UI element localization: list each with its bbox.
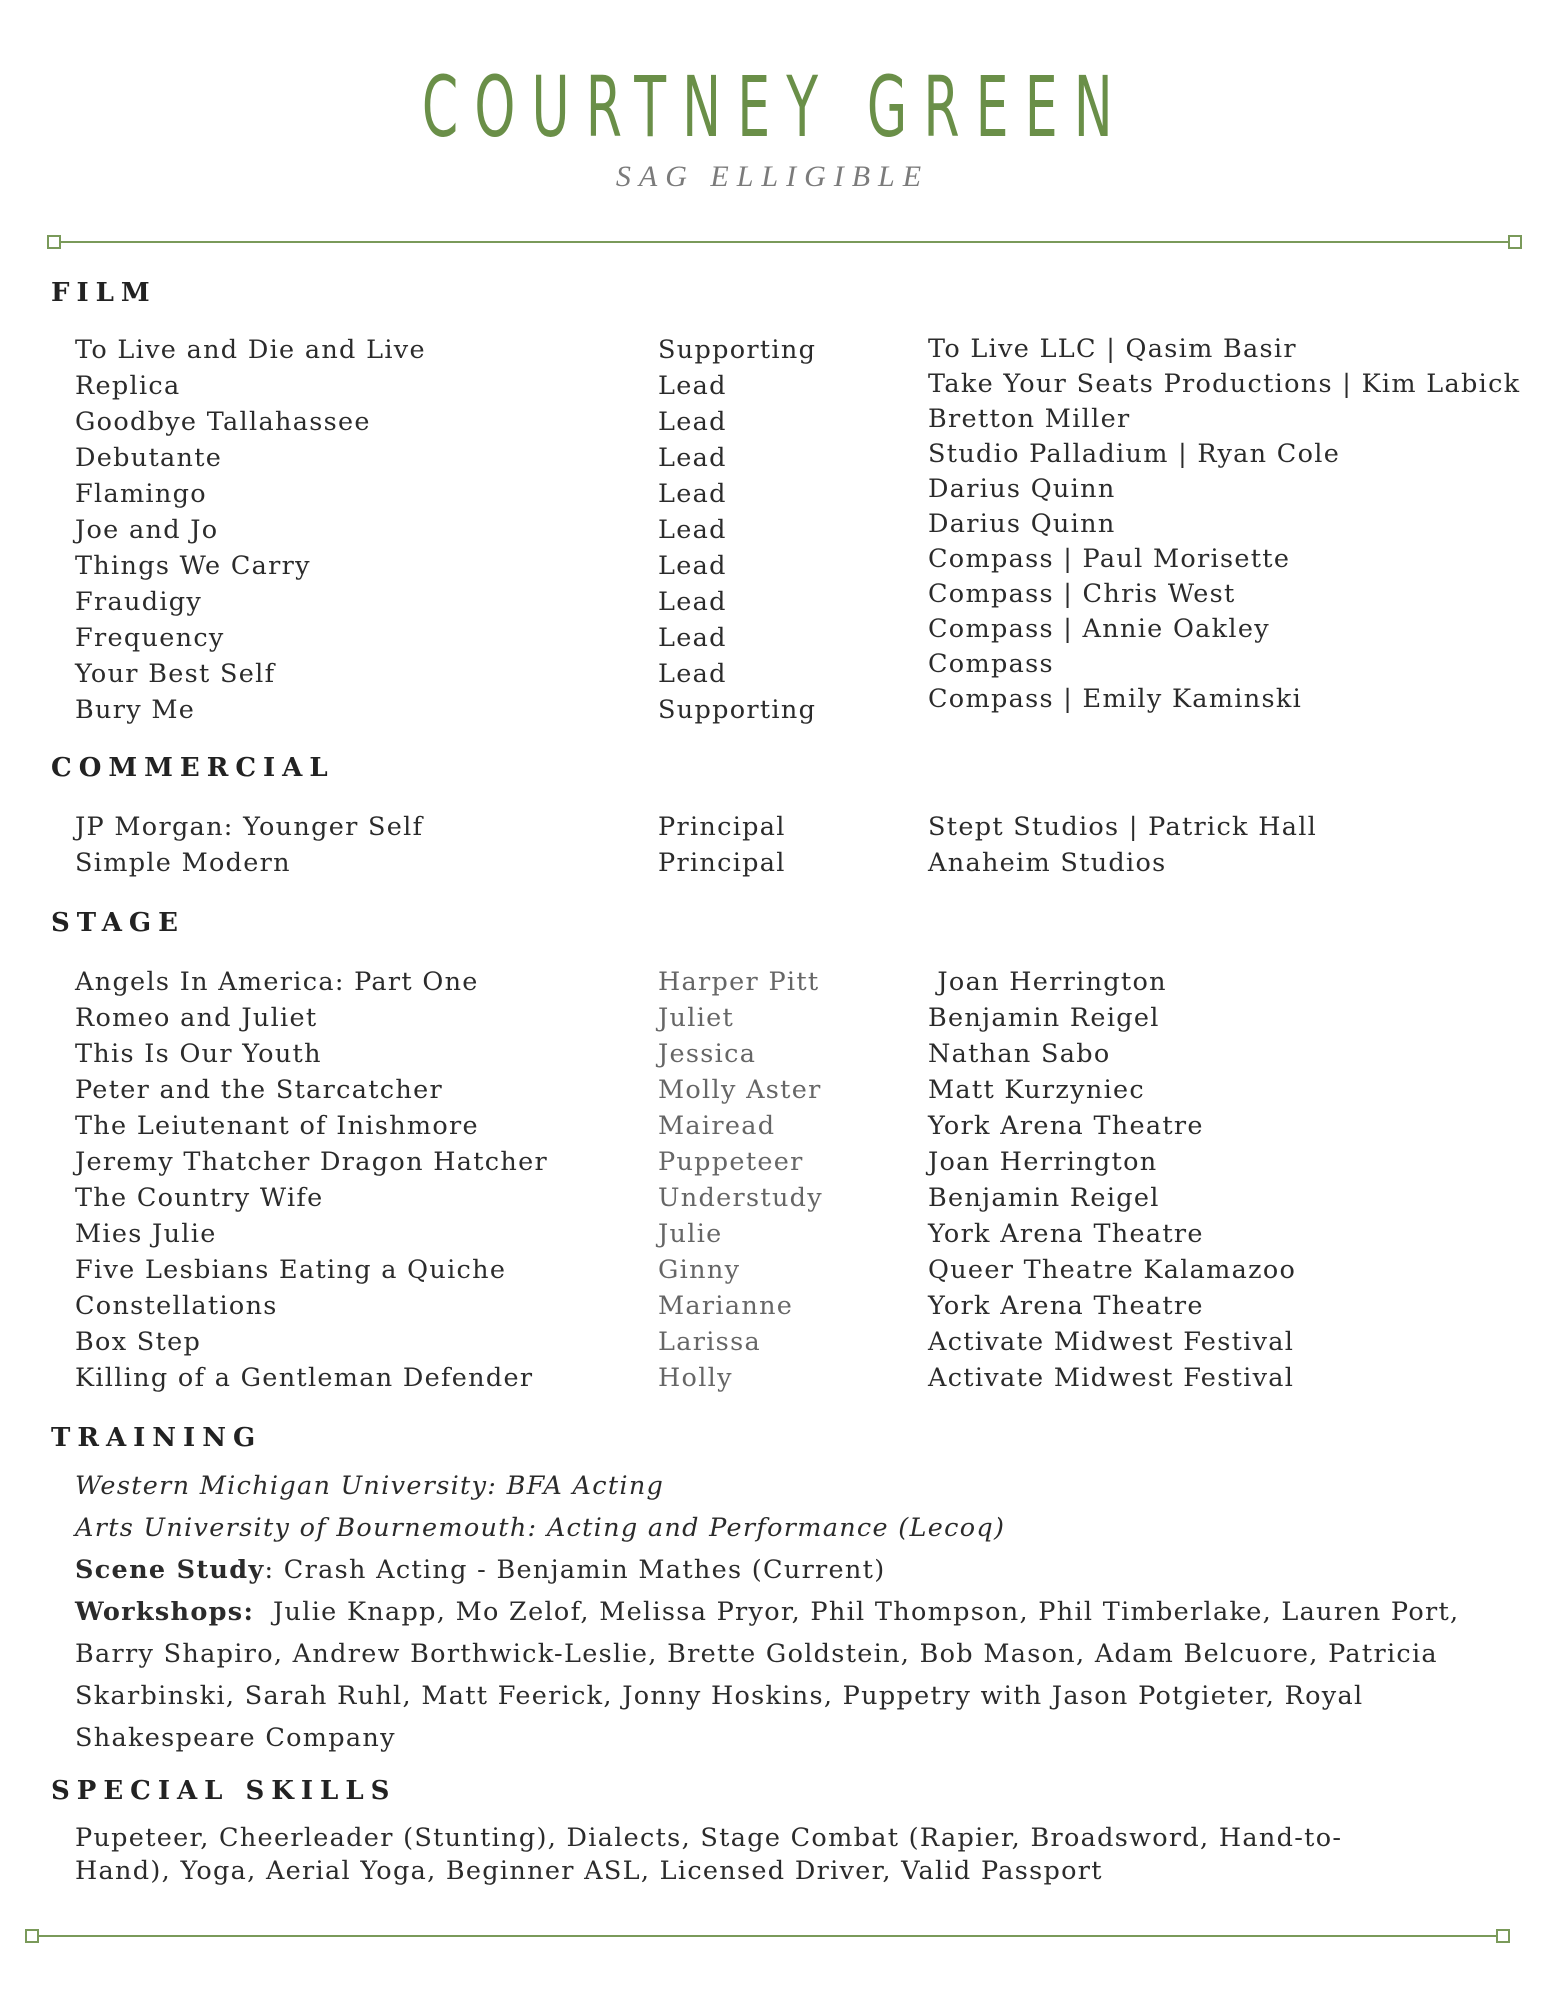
stage-title: Peter and the Starcatcher [75,1075,443,1105]
bottom-divider-right-cap [1496,1929,1510,1943]
commercial-company: Anaheim Studios [928,848,1167,878]
table-row [0,1075,1545,1111]
film-company: Compass | Emily Kaminski [928,684,1303,714]
training-school: Western Michigan University: BFA Acting [75,1471,665,1501]
film-title: Bury Me [75,695,196,725]
stage-company: Nathan Sabo [928,1039,1111,1069]
film-title: Joe and Jo [75,515,219,545]
film-company: Darius Quinn [928,474,1116,504]
stage-title: Constellations [75,1291,278,1321]
table-row [0,1219,1545,1255]
stage-role: Harper Pitt [658,967,820,997]
table-row [0,812,1545,848]
stage-title: Romeo and Juliet [75,1003,318,1033]
stage-company: Benjamin Reigel [928,1183,1160,1213]
stage-company: York Arena Theatre [928,1219,1204,1249]
stage-title: The Leiutenant of Inishmore [75,1111,479,1141]
scene-study-label: Scene Study [75,1555,265,1585]
stage-company: Activate Midwest Festival [928,1363,1295,1393]
section-heading-training: TRAINING [51,1423,263,1453]
union-status: SAG ELLIGIBLE [615,160,930,193]
film-title: Flamingo [75,479,207,509]
top-divider-right-cap [1508,235,1522,249]
stage-role: Marianne [658,1291,794,1321]
stage-role: Larissa [658,1327,761,1357]
film-role: Lead [658,551,727,581]
film-title: Debutante [75,443,223,473]
film-role: Lead [658,515,727,545]
section-heading-special-skills: SPECIAL SKILLS [51,1776,397,1806]
workshops-text: Julie Knapp, Mo Zelof, Melissa Pryor, Phil Thompson, Phil Timberlake, Lauren Port, Barry Shapiro, Andrew Borthwick-Leslie, Brette Goldstein, Bob Mason, Adam Belcuore, Patricia Skarbinski, Sarah Ruhl, Matt Feerick, Jonny Hoskins, Puppetry with Jason Potgieter, Royal Shakespeare Company [75,1597,1469,1753]
stage-title: Angels In America: Part One [75,967,479,997]
table-row [0,848,1545,884]
section-heading-film: FILM [51,278,157,308]
film-company: To Live LLC | Qasim Basir [928,334,1297,364]
table-row [0,1255,1545,1291]
film-role: Lead [658,443,727,473]
commercial-title: Simple Modern [75,848,291,878]
commercial-company: Stept Studios | Patrick Hall [928,812,1318,842]
film-company: Compass [928,649,1054,679]
commercial-credits [0,812,1545,884]
stage-role: Puppeteer [658,1147,804,1177]
stage-title: Mies Julie [75,1219,217,1249]
table-row [0,1183,1545,1219]
film-company: Darius Quinn [928,509,1116,539]
film-role: Supporting [658,695,817,725]
film-title: Fraudigy [75,587,203,617]
stage-title: Killing of a Gentleman Defender [75,1363,534,1393]
table-row [0,1147,1545,1183]
top-divider [56,241,1512,243]
stage-title: Box Step [75,1327,202,1357]
stage-company: York Arena Theatre [928,1291,1204,1321]
actor-name: COURTNEY GREEN [421,58,1129,156]
stage-title: Five Lesbians Eating a Quiche [75,1255,507,1285]
stage-title: This Is Our Youth [75,1039,322,1069]
commercial-role: Principal [658,848,786,878]
film-role: Lead [658,371,727,401]
stage-role: Molly Aster [658,1075,822,1105]
film-company: Compass | Paul Morisette [928,544,1291,574]
film-company: Studio Palladium | Ryan Cole [928,439,1341,469]
table-row [0,967,1545,1003]
stage-company: Matt Kurzyniec [928,1075,1146,1105]
film-role: Lead [658,659,727,689]
stage-role: Understudy [658,1183,824,1213]
film-role: Lead [658,479,727,509]
bottom-divider-left-cap [25,1929,39,1943]
film-title: Your Best Self [75,659,276,689]
stage-title: The Country Wife [75,1183,324,1213]
training-workshops [75,1591,1475,1759]
stage-credits [0,967,1545,1399]
table-row [0,1363,1545,1399]
section-heading-stage: STAGE [51,908,185,938]
commercial-role: Principal [658,812,786,842]
film-role: Lead [658,407,727,437]
film-title: Frequency [75,623,225,653]
film-company: Take Your Seats Productions | Kim Labick [928,369,1521,399]
top-divider-left-cap [47,235,61,249]
film-role: Supporting [658,335,817,365]
scene-study-text: : Crash Acting - Benjamin Mathes (Current) [264,1555,886,1585]
film-title: To Live and Die and Live [75,335,426,365]
table-row [0,1291,1545,1327]
film-companies [928,334,1520,719]
stage-role: Juliet [658,1003,735,1033]
section-heading-commercial: COMMERCIAL [51,753,335,783]
stage-company: Joan Herrington [928,1147,1158,1177]
film-role: Lead [658,587,727,617]
film-company: Bretton Miller [928,404,1131,434]
stage-company: Joan Herrington [928,967,1167,997]
film-role: Lead [658,623,727,653]
workshops-label: Workshops: [75,1597,255,1627]
stage-role: Holly [658,1363,733,1393]
stage-role: Julie [658,1219,723,1249]
table-row [0,1327,1545,1363]
film-company: Compass | Chris West [928,579,1236,609]
stage-role: Jessica [658,1039,757,1069]
bottom-divider [34,1935,1500,1937]
stage-company: Activate Midwest Festival [928,1327,1295,1357]
training-block [75,1465,1475,1759]
stage-role: Ginny [658,1255,741,1285]
table-row [0,1111,1545,1147]
training-school: Arts University of Bournemouth: Acting and Performance (Lecoq) [75,1513,1006,1543]
stage-role: Mairead [658,1111,776,1141]
stage-title: Jeremy Thatcher Dragon Hatcher [75,1147,548,1177]
training-scene-study [75,1549,1475,1591]
table-row [0,1003,1545,1039]
special-skills-text: Pupeteer, Cheerleader (Stunting), Dialects, Stage Combat (Rapier, Broadsword, Hand-to-Hand), Yoga, Aerial Yoga, Beginner ASL, Licensed Driver, Valid Passport [75,1823,1343,1886]
film-title: Replica [75,371,181,401]
film-company: Compass | Annie Oakley [928,614,1270,644]
commercial-title: JP Morgan: Younger Self [75,812,424,842]
film-title: Things We Carry [75,551,311,581]
stage-company: Benjamin Reigel [928,1003,1160,1033]
stage-company: York Arena Theatre [928,1111,1204,1141]
stage-company: Queer Theatre Kalamazoo [928,1255,1297,1285]
table-row [0,1039,1545,1075]
film-title: Goodbye Tallahassee [75,407,371,437]
